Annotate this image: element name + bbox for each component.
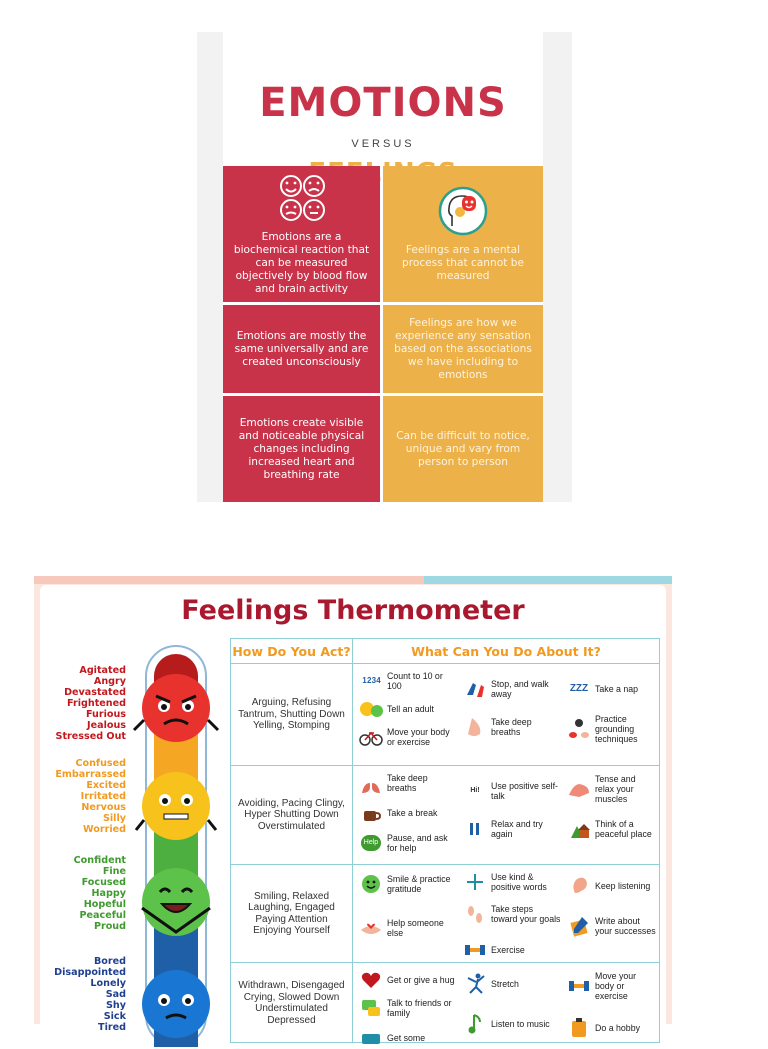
feeling-label: Frightened: [67, 698, 126, 709]
lungs-icon: [359, 772, 383, 794]
tip-item: [463, 780, 561, 802]
column-header-how-do-you-act: How Do You Act?: [230, 638, 353, 664]
tip-item: [463, 716, 561, 738]
feeling-label: Peaceful: [79, 910, 126, 921]
emotion-cell-3: [223, 396, 380, 502]
feeling-label: Excited: [86, 780, 126, 791]
feeling-label: Proud: [93, 921, 126, 932]
dumbbell-icon: [567, 975, 591, 997]
tip-item: [359, 873, 457, 895]
tip-text: Use positive self-talk: [491, 781, 558, 801]
infographic-title: EMOTIONS: [259, 80, 507, 126]
thermometer-panel: [40, 585, 666, 1043]
feeling-label: Jealous: [87, 720, 126, 731]
tip-text: Stop, and walk away: [491, 679, 549, 699]
thermometer-row-blue: [230, 963, 660, 1043]
tip-text: Take a nap: [595, 684, 639, 694]
tip-item: [359, 726, 457, 748]
tip-item: [567, 818, 657, 840]
tip-text: Help someone else: [387, 918, 444, 938]
feeling-label: Nervous: [81, 802, 126, 813]
footprints-icon: [463, 903, 487, 925]
feeling-cell-3: [383, 396, 543, 502]
feeling-label: Confused: [75, 758, 126, 769]
infographic-panel: [223, 32, 543, 502]
feet-walking-icon: [463, 678, 487, 700]
emotion-cell-1: [223, 166, 380, 302]
thermometer-row-red: [230, 664, 660, 766]
emotion-text-3: Emotions create visible and noticeable physical changes including increased heart and breathing rate: [238, 416, 365, 481]
cabin-trees-icon: [567, 818, 591, 840]
feeling-label: Angry: [93, 676, 126, 687]
feeling-label: Stressed Out: [55, 731, 126, 742]
versus-label: VERSUS: [351, 138, 415, 150]
feeling-label: Hopeful: [83, 899, 126, 910]
tip-text: Get some: [387, 1033, 426, 1043]
tip-text: Listen to music: [491, 1019, 550, 1029]
act-description: Arguing, Refusing Tantrum, Shutting Down Yelling, Stomping: [231, 664, 353, 765]
tip-item: [359, 1027, 457, 1049]
help-bubble-icon: Help: [359, 832, 383, 854]
tip-item: [463, 871, 561, 893]
feeling-text-1: Feelings are a mental process that cannot be measured: [402, 243, 524, 282]
tip-text: Count to 10 or 100: [387, 671, 443, 691]
smiley-icon: [359, 873, 383, 895]
feeling-label: Lonely: [90, 978, 126, 989]
act-description: Withdrawn, Disengaged Crying, Slowed Down Understimulated Depressed: [231, 963, 353, 1043]
sad-face-icon: [142, 970, 210, 1038]
music-note-icon: [463, 1013, 487, 1035]
tip-text: Pause, and ask for help: [387, 833, 448, 853]
tip-text: Use kind & positive words: [491, 872, 547, 892]
tip-item: [567, 1017, 657, 1039]
tip-text: Tense and relax your muscles: [595, 774, 636, 804]
sleep-moon-icon: ZZZ: [569, 683, 589, 694]
hi-lollipop-icon: Hi!: [470, 787, 480, 794]
tip-item: [359, 997, 457, 1019]
feeling-label: Sick: [103, 1011, 126, 1022]
feeling-label: Sad: [105, 989, 126, 1000]
senses-grounding-icon: [567, 718, 591, 740]
tip-item: [567, 774, 657, 804]
tip-text: Talk to friends or family: [387, 998, 452, 1018]
tip-text: Take deep breaths: [387, 773, 428, 793]
rest-icon: [359, 1027, 383, 1049]
feeling-cell-2: [383, 305, 543, 393]
tip-item: [463, 1013, 561, 1035]
hug-heart-icon: [359, 969, 383, 991]
emotion-faces-icon: [276, 173, 328, 223]
tip-text: Take a break: [387, 808, 438, 818]
tip-text: Write about your successes: [595, 916, 656, 936]
notepad-pencil-icon: [567, 915, 591, 937]
tip-text: Practice grounding techniques: [595, 714, 638, 744]
thermometer-row-yellow: [230, 766, 660, 865]
thermometer-graphic: [128, 640, 232, 1040]
ear-icon: [567, 875, 591, 897]
tip-text: Get or give a hug: [387, 975, 455, 985]
tip-item: [567, 714, 657, 744]
theatre-masks-head-icon: [438, 186, 488, 236]
feeling-label: Focused: [81, 877, 126, 888]
emotion-text-2: Emotions are mostly the same universally and are created unconsciously: [234, 329, 369, 368]
pause-arrow-icon: [463, 818, 487, 840]
tip-item: [463, 903, 561, 925]
sparkle-plus-icon: [463, 871, 487, 893]
act-description: Avoiding, Pacing Clingy, Hyper Shutting Down Overstimulated: [231, 766, 353, 864]
tip-item: [359, 802, 457, 824]
tip-text: Smile & practice gratitude: [387, 874, 451, 894]
dumbbell-icon: [463, 939, 487, 961]
thermometer-title: Feelings Thermometer: [181, 595, 525, 626]
bicycle-icon: [359, 726, 383, 748]
tip-item: [567, 875, 657, 897]
feeling-label: Irritated: [80, 791, 126, 802]
feeling-label: Devastated: [64, 687, 126, 698]
tip-item: [463, 818, 561, 840]
top-strip-decoration: [34, 576, 672, 584]
tip-item: [359, 698, 457, 720]
tip-item: [359, 832, 457, 854]
thermometer-row-green: [230, 865, 660, 963]
tip-text: Do a hobby: [595, 1023, 640, 1033]
paint-hobby-icon: [567, 1017, 591, 1039]
tip-text: Exercise: [491, 945, 525, 955]
nose-breathing-icon: [463, 716, 487, 738]
feeling-label: Agitated: [79, 665, 126, 676]
feeling-cell-1: [383, 166, 543, 302]
tip-item: [359, 969, 457, 991]
tip-text: Relax and try again: [491, 819, 543, 839]
tip-text: Think of a peaceful place: [595, 819, 652, 839]
stretching-person-icon: [463, 973, 487, 995]
tip-text: Move your body or exercise: [595, 971, 637, 1001]
feeling-text-3: Can be difficult to notice, unique and vary from person to person: [396, 429, 530, 468]
feeling-label: Shy: [106, 1000, 126, 1011]
feeling-label: Happy: [91, 888, 126, 899]
tip-item: [463, 973, 561, 995]
feeling-label: Confident: [73, 855, 126, 866]
feeling-label: Furious: [85, 709, 126, 720]
emoji-faces-icon: [359, 698, 383, 720]
feeling-label: Embarrassed: [55, 769, 126, 780]
emotion-text-1: Emotions are a biochemical reaction that can be measured objectively by blood flow and brain activity: [233, 230, 370, 295]
happy-face-icon: [142, 868, 210, 936]
tip-item: [359, 917, 457, 939]
helping-hands-heart-icon: [359, 917, 383, 939]
tip-item: [567, 915, 657, 937]
tip-text: Take deep breaths: [491, 717, 532, 737]
tip-text: Tell an adult: [387, 704, 434, 714]
tip-text: Keep listening: [595, 881, 651, 891]
flexed-arm-icon: [567, 778, 591, 800]
tip-text: Move your body or exercise: [387, 727, 450, 747]
feeling-label: Bored: [93, 956, 126, 967]
tip-item: [567, 971, 657, 1001]
feeling-label: Worried: [83, 824, 126, 835]
feelings-thermometer-poster: [34, 576, 672, 1043]
column-header-what-can-you-do: What Can You Do About It?: [352, 638, 660, 664]
feeling-label: Silly: [102, 813, 126, 824]
numbers-icon: 1 2 3 4: [362, 676, 380, 685]
tip-text: Stretch: [491, 979, 519, 989]
feeling-label: Fine: [102, 866, 126, 877]
tip-item: [359, 670, 457, 692]
emotions-vs-feelings-infographic: [197, 32, 572, 502]
chat-bubbles-icon: [359, 997, 383, 1019]
tip-item: [567, 678, 657, 700]
tip-item: [463, 939, 561, 961]
feeling-label: Disappointed: [54, 967, 126, 978]
feeling-text-2: Feelings are how we experience any sensation based on the associations we have including to emotions: [394, 316, 532, 381]
coffee-cup-icon: [359, 802, 383, 824]
emotion-cell-2: [223, 305, 380, 393]
tip-item: [463, 678, 561, 700]
feeling-label: Tired: [98, 1022, 126, 1033]
tip-item: [359, 772, 457, 794]
tip-text: Take steps toward your goals: [491, 904, 561, 924]
act-description: Smiling, Relaxed Laughing, Engaged Paying Attention Enjoying Yourself: [231, 865, 353, 962]
